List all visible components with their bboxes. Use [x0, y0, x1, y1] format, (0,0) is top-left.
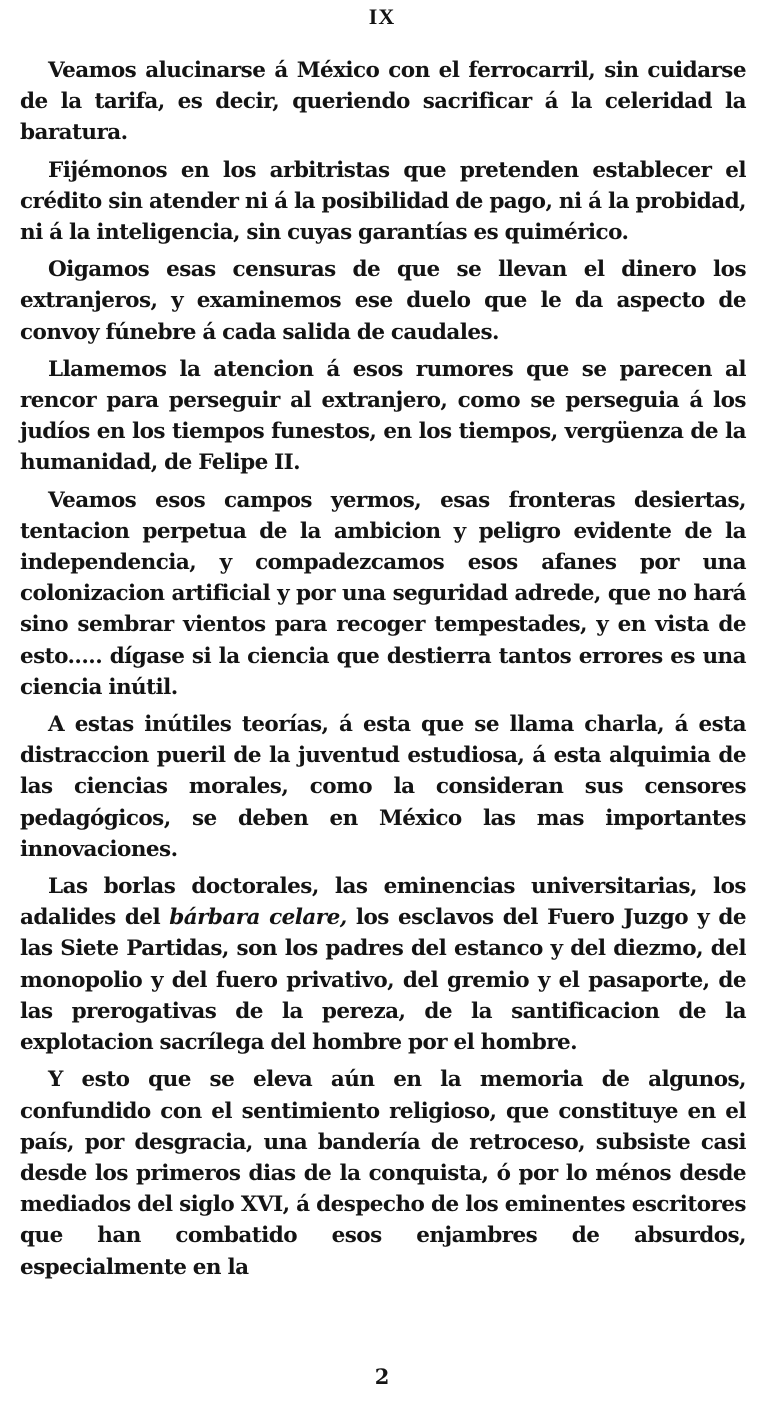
paragraph-3: Oigamos esas censuras de que se llevan el dinero los extranjeros, y examinemos ese duelo que le da aspecto de convoy fúnebre á cada salida de caudales.	[20, 257, 746, 345]
paragraph-1: Veamos alucinarse á México con el ferrocarril, sin cuidarse de la tarifa, es decir, queriendo sacrificar á la celeridad la baratura.	[20, 58, 746, 146]
paragraph-8: Y esto que se eleva aún en la memoria de algunos, confundido con el sentimiento religioso, que constituye en el país, por desgracia, una bandería de retroceso, subsiste casi desde los primeros dias de la conquista, ó por lo ménos desde mediados del siglo XVI, á despecho de los eminentes escritores que han combatido esos enjambres de absurdos, especialmente en la	[20, 1067, 746, 1280]
paragraph-4: Llamemos la atencion á esos rumores que se parecen al rencor para perseguir al extranjero, como se perseguia á los judíos en los tiempos funestos, en los tiempos, vergüenza de la humanidad, de Felipe II.	[20, 356, 746, 476]
body-text	[20, 55, 746, 1289]
paragraph-6: A estas inútiles teorías, á esta que se llama charla, á esta distraccion pueril de la juventud estudiosa, á esta alquimia de las ciencias morales, como la consideran sus censores pedagógicos, se deben en México las mas importantes innovaciones.	[20, 712, 746, 862]
signature-mark: 2	[374, 1364, 390, 1389]
latin-phrase-italic: bárbara celare,	[169, 905, 347, 931]
paragraph-7-before: Las borlas doctorales, las eminencias universitarias, los adalides del	[20, 874, 746, 931]
paragraph-5: Veamos esos campos yermos, esas fronteras desiertas, tentacion perpetua de la ambicion y peligro evidente de la independencia, y compadezcamos esos afanes por una colonizacion artificial y por una seguridad adrede, que no hará sino sembrar vientos para recoger tempestades, y en vista de esto..... dígase si la ciencia que destierra tantos errores es una ciencia inútil.	[20, 487, 746, 700]
paragraph-7-after: los esclavos del Fuero Juzgo y de las Siete Partidas, son los padres del estanco y del diezmo, del monopolio y del fuero privativo, del gremio y el pasaporte, de las prerogativas de la pereza, de la santificacion de la explotacion sacrílega del hombre por el hombre.	[20, 905, 746, 1056]
page-number-roman: IX	[368, 4, 396, 29]
paragraph-2: Fijémonos en los arbitristas que pretenden establecer el crédito sin atender ni á la posibilidad de pago, ni á la probidad, ni á la inteligencia, sin cuyas garantías es quimérico.	[20, 157, 746, 246]
paragraph-7	[20, 871, 746, 1058]
